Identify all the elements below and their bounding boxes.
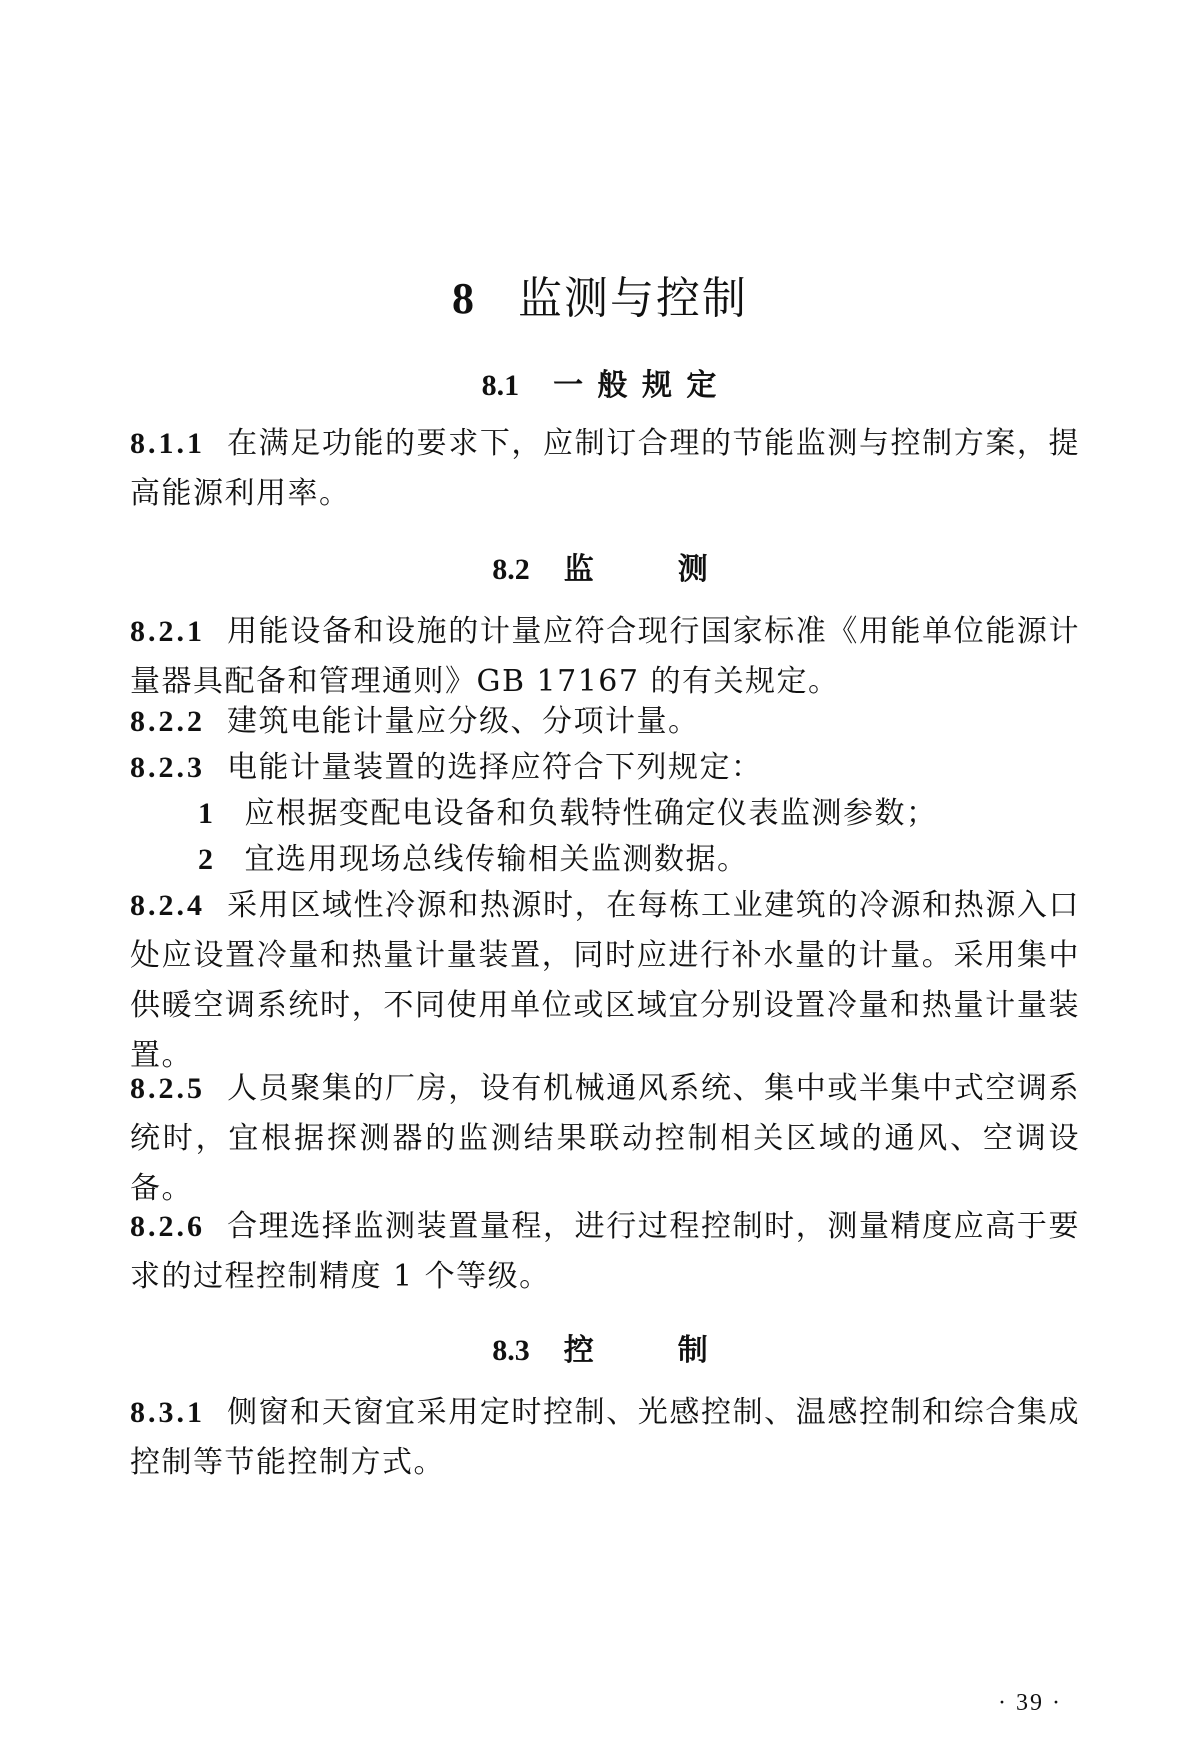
item-text: 宜选用现场总线传输相关监测数据。 bbox=[244, 842, 749, 877]
chapter-name: 监测与控制 bbox=[518, 273, 748, 324]
section-number: 8.1 bbox=[481, 369, 520, 402]
clause-number: 8.3.1 bbox=[130, 1396, 205, 1429]
clause-text: 在满足功能的要求下，应制订合理的节能监测与控制方案，提高能源利用率。 bbox=[130, 426, 1080, 511]
clause-number: 8.2.6 bbox=[130, 1210, 205, 1243]
clause-8-2-5 bbox=[130, 1064, 1080, 1214]
section-number: 8.2 bbox=[492, 553, 530, 586]
clause-text: 侧窗和天窗宜采用定时控制、光感控制、温感控制和综合集成控制等节能控制方式。 bbox=[130, 1395, 1080, 1480]
clause-text: 电能计量装置的选择应符合下列规定： bbox=[227, 750, 763, 785]
section-name-part2: 制 bbox=[677, 1333, 708, 1368]
section-title-8-3 bbox=[0, 1325, 1200, 1369]
clause-8-1-1 bbox=[130, 419, 1080, 519]
clause-8-2-3-item-1 bbox=[198, 789, 1078, 839]
clause-8-3-1 bbox=[130, 1388, 1080, 1488]
section-name-part2: 测 bbox=[677, 552, 708, 587]
item-text: 应根据变配电设备和负载特性确定仪表监测参数； bbox=[244, 796, 938, 831]
clause-number: 8.2.3 bbox=[130, 751, 205, 784]
chapter-number: 8 bbox=[452, 274, 476, 323]
clause-text: 合理选择监测装置量程，进行过程控制时，测量精度应高于要求的过程控制精度 1 个等级。 bbox=[130, 1209, 1080, 1294]
clause-8-2-4 bbox=[130, 881, 1080, 1081]
section-name-part1: 控 bbox=[563, 1333, 594, 1368]
section-name: 一 般 规 定 bbox=[553, 368, 719, 403]
page-number: · 39 · bbox=[998, 1690, 1062, 1716]
clause-8-2-1 bbox=[130, 607, 1080, 707]
item-number: 1 bbox=[198, 797, 215, 830]
clause-number: 8.2.4 bbox=[130, 889, 205, 922]
item-number: 2 bbox=[198, 843, 215, 876]
clause-text: 建筑电能计量应分级、分项计量。 bbox=[227, 704, 700, 739]
section-title-8-2 bbox=[0, 544, 1200, 588]
clause-8-2-3-item-2 bbox=[198, 835, 1078, 885]
section-title-8-1 bbox=[0, 360, 1200, 404]
section-number: 8.3 bbox=[492, 1334, 530, 1367]
clause-number: 8.1.1 bbox=[130, 427, 205, 460]
clause-8-2-2 bbox=[130, 697, 1080, 747]
clause-8-2-3 bbox=[130, 743, 1080, 793]
clause-number: 8.2.1 bbox=[130, 615, 205, 648]
clause-text: 采用区域性冷源和热源时，在每栋工业建筑的冷源和热源入口处应设置冷量和热量计量装置，同时应进行补水量的计量。采用集中供暖空调系统时，不同使用单位或区域宜分别设置冷量和热量计量装置。 bbox=[130, 888, 1080, 1073]
clause-text: 用能设备和设施的计量应符合现行国家标准《用能单位能源计量器具配备和管理通则》GB 17167 的有关规定。 bbox=[130, 614, 1080, 699]
chapter-title bbox=[0, 262, 1200, 326]
clause-8-2-6 bbox=[130, 1202, 1080, 1302]
section-name-part1: 监 bbox=[563, 552, 594, 587]
clause-number: 8.2.5 bbox=[130, 1072, 205, 1105]
clause-number: 8.2.2 bbox=[130, 705, 205, 738]
clause-text: 人员聚集的厂房，设有机械通风系统、集中或半集中式空调系统时，宜根据探测器的监测结果联动控制相关区域的通风、空调设备。 bbox=[130, 1071, 1080, 1206]
